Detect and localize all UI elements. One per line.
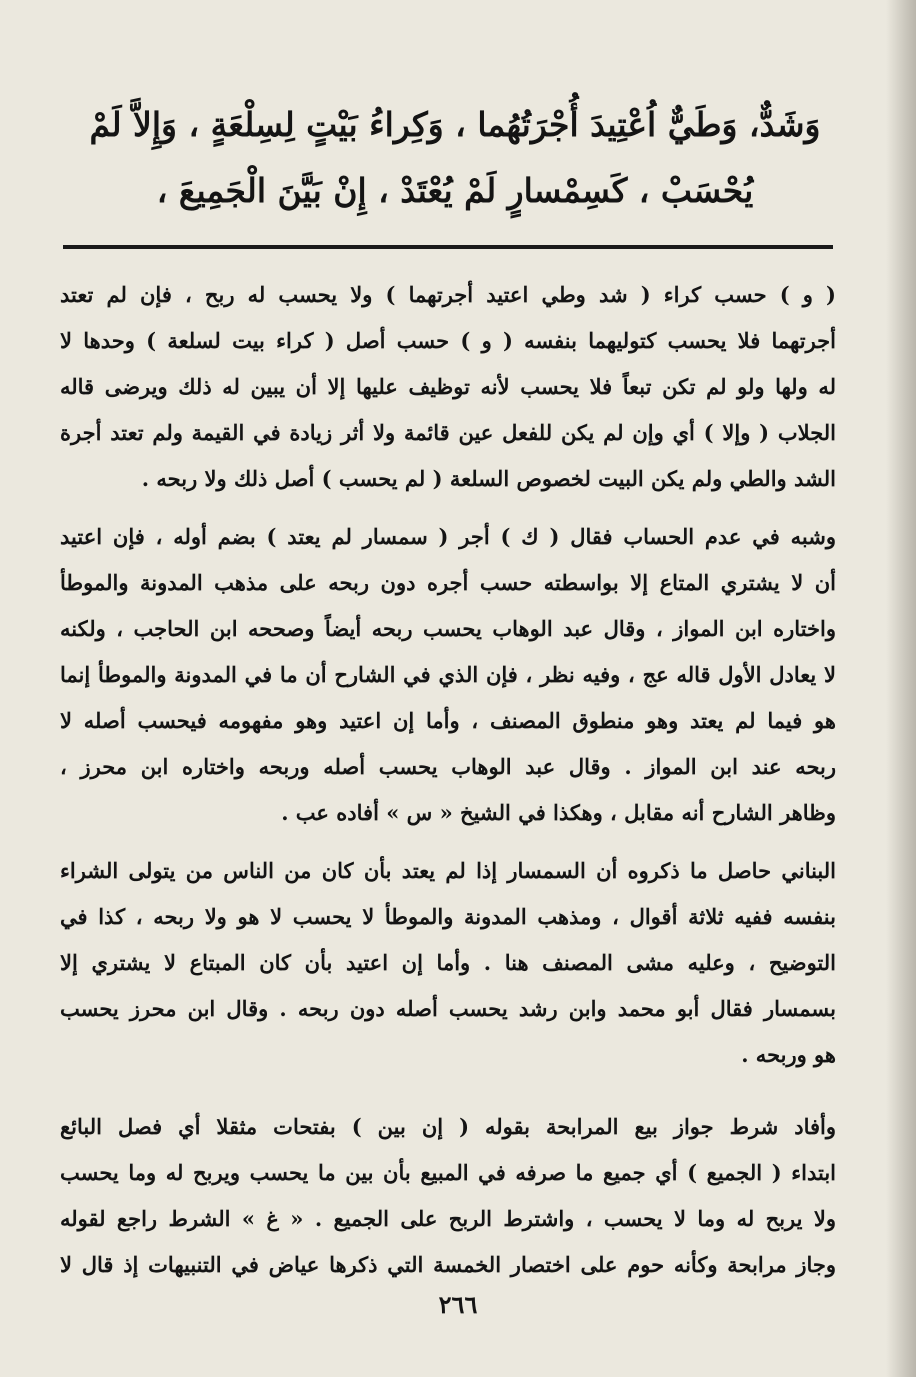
text-line: هو فيما لم يعتد وهو منطوق المصنف ، وأما إن اعتيد وهو مفهومه فيحسب أصله لا bbox=[60, 708, 836, 733]
text-line: التوضيح ، وعليه مشى المصنف هنا . وأما إن اعتيد بأن كان المبتاع لا يشتري إلا bbox=[60, 950, 836, 975]
matn-line: يُحْسَبْ ، كَسِمْسارٍ لَمْ يُعْتَدْ ، إِنْ بَيَّنَ الْجَمِيعَ ، bbox=[156, 171, 754, 210]
text-line: وجاز مرابحة وكأنه حوم على اختصار الخمسة التي ذكرها عياض في التنبيهات إذ قال لا bbox=[60, 1252, 836, 1277]
text-line: وظاهر الشارح أنه مقابل ، وهكذا في الشيخ « س » أفاده عب . bbox=[281, 800, 836, 825]
text-line: بنفسه ففيه ثلاثة أقوال ، ومذهب المدونة والموطأ لا يحسب لا هو ولا ربحه ، كذا في bbox=[60, 904, 836, 929]
paragraph-3 bbox=[60, 848, 836, 1078]
paragraph-4 bbox=[60, 1104, 836, 1288]
text-line: ابتداء ( الجميع ) أي جميع ما صرفه في المبيع بأن بين ما يحسب ويربح له وما يحسب bbox=[60, 1160, 836, 1185]
text-line: الشد والطي ولم يكن البيت لخصوص السلعة ( لم يحسب ) أصل ذلك ولا ربحه . bbox=[141, 466, 836, 491]
matn-line: وَشَدٌّ، وَطَيٌّ اُعْتِيدَ أُجْرَتُهُما ، وَكِراءُ بَيْتٍ لِسِلْعَةٍ ، وَإِلاَّ لَمْ bbox=[89, 105, 821, 144]
text-line: أن لا يشتري المتاع إلا بواسطته حسب أجره دون ربحه على مذهب المدونة والموطأ bbox=[60, 570, 836, 595]
paragraph-2 bbox=[60, 514, 836, 836]
text-line: وشبه في عدم الحساب فقال ( ك ) أجر ( سمسار لم يعتد ) بضم أوله ، فإن اعتيد bbox=[60, 524, 836, 549]
text-line: ( و ) حسب كراء ( شد وطي اعتيد أجرتهما ) ولا يحسب له ربح ، فإن لم تعتد bbox=[60, 282, 836, 307]
separator-rule bbox=[63, 245, 833, 249]
text-line: ربحه عند ابن المواز . وقال عبد الوهاب يحسب أصله وربحه واختاره ابن محرز ، bbox=[60, 754, 836, 779]
matn-text bbox=[70, 92, 840, 224]
paragraph-1 bbox=[60, 272, 836, 502]
text-line: أجرتهما فلا يحسب كتوليهما بنفسه ( و ) حسب أصل ( كراء بيت لسلعة ) وحدها لا bbox=[60, 328, 836, 353]
text-line: وأفاد شرط جواز بيع المرابحة بقوله ( إن بين ) بفتحات مثقلا أي فصل البائع bbox=[60, 1114, 836, 1139]
text-line: بسمسار فقال أبو محمد وابن رشد يحسب أصله دون ربحه . وقال ابن محرز يحسب bbox=[60, 996, 836, 1021]
text-line: البناني حاصل ما ذكروه أن السمسار إذا لم يعتد بأن كان من الناس من يتولى الشراء bbox=[60, 858, 836, 883]
commentary-text bbox=[60, 272, 836, 1288]
text-line: واختاره ابن المواز ، وقال عبد الوهاب يحسب ربحه أيضاً وصححه ابن الحاجب ، ولكنه bbox=[60, 616, 836, 641]
page-number: ٢٦٦ bbox=[438, 1290, 478, 1319]
text-line: ولا يربح له وما لا يحسب ، واشترط الربح على الجميع . « غ » الشرط راجع لقوله bbox=[60, 1206, 836, 1231]
text-line: له ولها ولو لم تكن تبعاً فلا يحسب لأنه توظيف عليها إلا أن يبين له ذلك ويرضى قاله bbox=[60, 374, 836, 399]
text-line: لا يعادل الأول قاله عج ، وفيه نظر ، فإن الذي في الشارح أن ما في المدونة والموطأ إنما bbox=[60, 662, 836, 687]
text-line: الجلاب ( وإلا ) أي وإن لم يكن للفعل عين قائمة ولا أثر زيادة في القيمة ولم تعتد أجرة bbox=[60, 420, 836, 445]
text-line: هو وربحه . bbox=[741, 1042, 836, 1067]
